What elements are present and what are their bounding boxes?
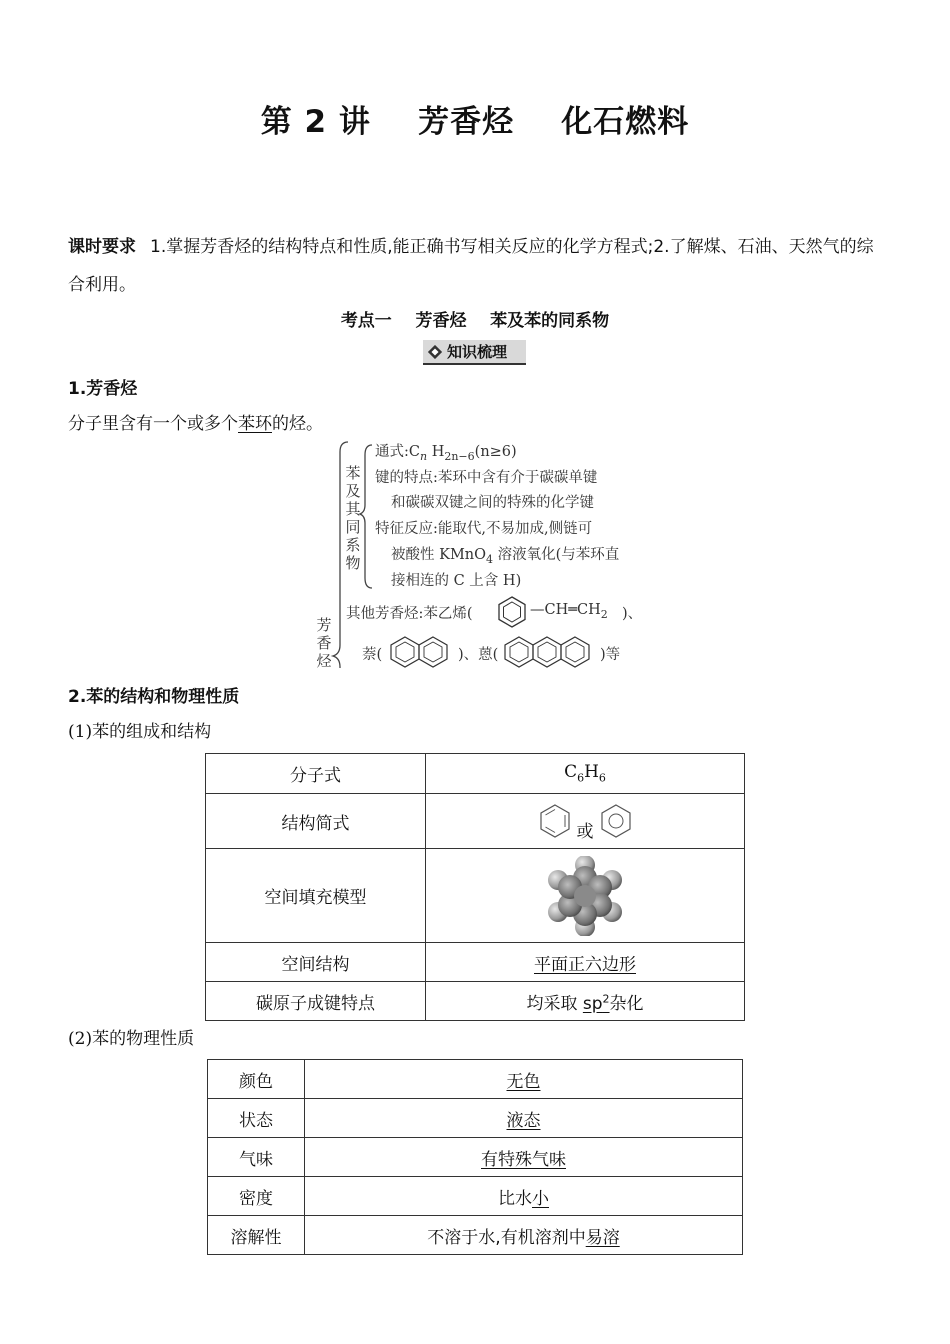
value-pre: 不溶于水,有机溶剂中 bbox=[427, 1227, 586, 1248]
row-label: 密度 bbox=[208, 1177, 305, 1216]
benzene-structure-table bbox=[205, 753, 745, 1021]
table-row bbox=[206, 982, 745, 1021]
bonding-sp: sp bbox=[582, 993, 603, 1014]
formula-sub: 2n−6 bbox=[444, 449, 475, 463]
row-value bbox=[305, 1099, 743, 1138]
or-text: 或 bbox=[576, 821, 594, 842]
value-underlined: 有特殊气味 bbox=[481, 1149, 566, 1170]
row-value bbox=[305, 1216, 743, 1255]
row-label: 空间填充模型 bbox=[206, 849, 426, 943]
styrene-sub: 2 bbox=[600, 607, 608, 621]
spatial-structure bbox=[426, 943, 745, 982]
space-filling-cell bbox=[426, 849, 745, 943]
styrene-chain bbox=[530, 602, 608, 621]
other-aromatics-label: 其他芳香烃:苯乙烯( bbox=[346, 606, 473, 622]
table-row bbox=[208, 1060, 743, 1099]
row-value bbox=[305, 1177, 743, 1216]
reaction-feature-3: 接相连的 C 上含 H) bbox=[391, 573, 522, 589]
styrene-suffix: )、 bbox=[622, 606, 643, 622]
kekule-benzene-icon bbox=[537, 802, 573, 840]
benzene-physical-table bbox=[207, 1059, 743, 1255]
requirements-text: 1.掌握芳香烃的结构特点和性质,能正确书写相关反应的化学方程式;2.了解煤、石油、天然气的综合利用。 bbox=[68, 237, 874, 295]
requirements-label: 课时要求 bbox=[68, 237, 136, 257]
value-underlined: 易溶 bbox=[585, 1227, 620, 1248]
general-formula bbox=[375, 440, 517, 463]
row-label: 颜色 bbox=[208, 1060, 305, 1099]
anthracene-label: )、蒽( bbox=[458, 647, 499, 663]
bond-feature-2: 和碳碳双键之间的特殊的化学键 bbox=[391, 495, 594, 511]
naphthalene-structure-icon bbox=[388, 634, 454, 670]
structural-formula-cell bbox=[426, 794, 745, 849]
row-label: 碳原子成键特点 bbox=[206, 982, 426, 1021]
bonding-underlined bbox=[582, 991, 610, 1014]
section-title: 考点一 芳香烃 苯及苯的同系物 bbox=[340, 311, 610, 331]
heading-benzene: 2.苯的结构和物理性质 bbox=[68, 687, 240, 707]
table-row bbox=[208, 1177, 743, 1216]
row-value bbox=[305, 1138, 743, 1177]
formula-prefix: 通式:C bbox=[375, 444, 420, 460]
row-value bbox=[305, 1060, 743, 1099]
reaction-feature-1: 特征反应:能取代,不易加成,侧链可 bbox=[375, 521, 593, 537]
formula-n: n bbox=[419, 449, 428, 463]
value-pre: 比水 bbox=[498, 1188, 532, 1209]
bonding-sup: 2 bbox=[602, 991, 610, 1005]
row-label: 结构简式 bbox=[206, 794, 426, 849]
row-label: 空间结构 bbox=[206, 943, 426, 982]
formula-c: C bbox=[564, 762, 578, 783]
page-title: 第 2 讲 芳香烃 化石燃料 bbox=[260, 104, 690, 140]
row-label: 溶解性 bbox=[208, 1216, 305, 1255]
formula-h-sub: 6 bbox=[598, 771, 606, 785]
react-sub: 4 bbox=[486, 552, 494, 566]
subheading-structure: (1)苯的组成和结构 bbox=[68, 722, 212, 742]
formula-h: H bbox=[431, 444, 445, 460]
react-b: 溶液氧化(与苯环直 bbox=[493, 547, 620, 563]
row-label: 分子式 bbox=[206, 754, 426, 794]
bond-feature-1: 键的特点:苯环中含有介于碳碳单键 bbox=[375, 470, 598, 486]
branch-benzene-homologs: 苯及其同系物 bbox=[345, 464, 361, 572]
table-row bbox=[208, 1138, 743, 1177]
bonding-feature bbox=[426, 982, 745, 1021]
value-underlined: 小 bbox=[532, 1188, 549, 1209]
table-row bbox=[206, 943, 745, 982]
row-label: 气味 bbox=[208, 1138, 305, 1177]
subheading-physical: (2)苯的物理性质 bbox=[68, 1029, 195, 1049]
spatial-structure-value: 平面正六边形 bbox=[534, 954, 636, 975]
table-row bbox=[206, 849, 745, 943]
react-a: 被酸性 KMnO bbox=[391, 547, 487, 563]
row-label: 状态 bbox=[208, 1099, 305, 1138]
formula-h2: H bbox=[584, 762, 599, 783]
aromatic-benzene-icon bbox=[598, 802, 634, 840]
naphthalene-label: 萘( bbox=[362, 647, 383, 663]
reaction-feature-2 bbox=[391, 543, 619, 566]
root-aromatic: 芳香烃 bbox=[316, 616, 332, 670]
etc-label: )等 bbox=[600, 647, 621, 663]
table-row bbox=[206, 754, 745, 794]
def-suffix: 的烃。 bbox=[272, 414, 323, 434]
bonding-suffix: 杂化 bbox=[609, 993, 644, 1014]
def-underlined: 苯环 bbox=[238, 414, 272, 434]
bonding-prefix: 均采取 bbox=[526, 993, 583, 1014]
molecular-formula bbox=[426, 754, 745, 794]
formula-cond: (n≥6) bbox=[474, 444, 517, 460]
value-underlined: 无色 bbox=[506, 1071, 541, 1092]
heading-aromatic: 1.芳香烃 bbox=[68, 379, 138, 399]
styrene-chain-text: —CH═CH bbox=[530, 602, 601, 618]
table-row bbox=[208, 1099, 743, 1138]
table-row bbox=[208, 1216, 743, 1255]
formula-c-sub: 6 bbox=[577, 771, 585, 785]
anthracene-structure-icon bbox=[502, 634, 598, 670]
value-underlined: 液态 bbox=[506, 1110, 541, 1131]
badge-label: 知识梳理 bbox=[447, 343, 508, 361]
def-prefix: 分子里含有一个或多个 bbox=[68, 414, 238, 434]
styrene-ring-icon bbox=[494, 594, 530, 630]
space-filling-model-image bbox=[545, 856, 625, 936]
table-row bbox=[206, 794, 745, 849]
